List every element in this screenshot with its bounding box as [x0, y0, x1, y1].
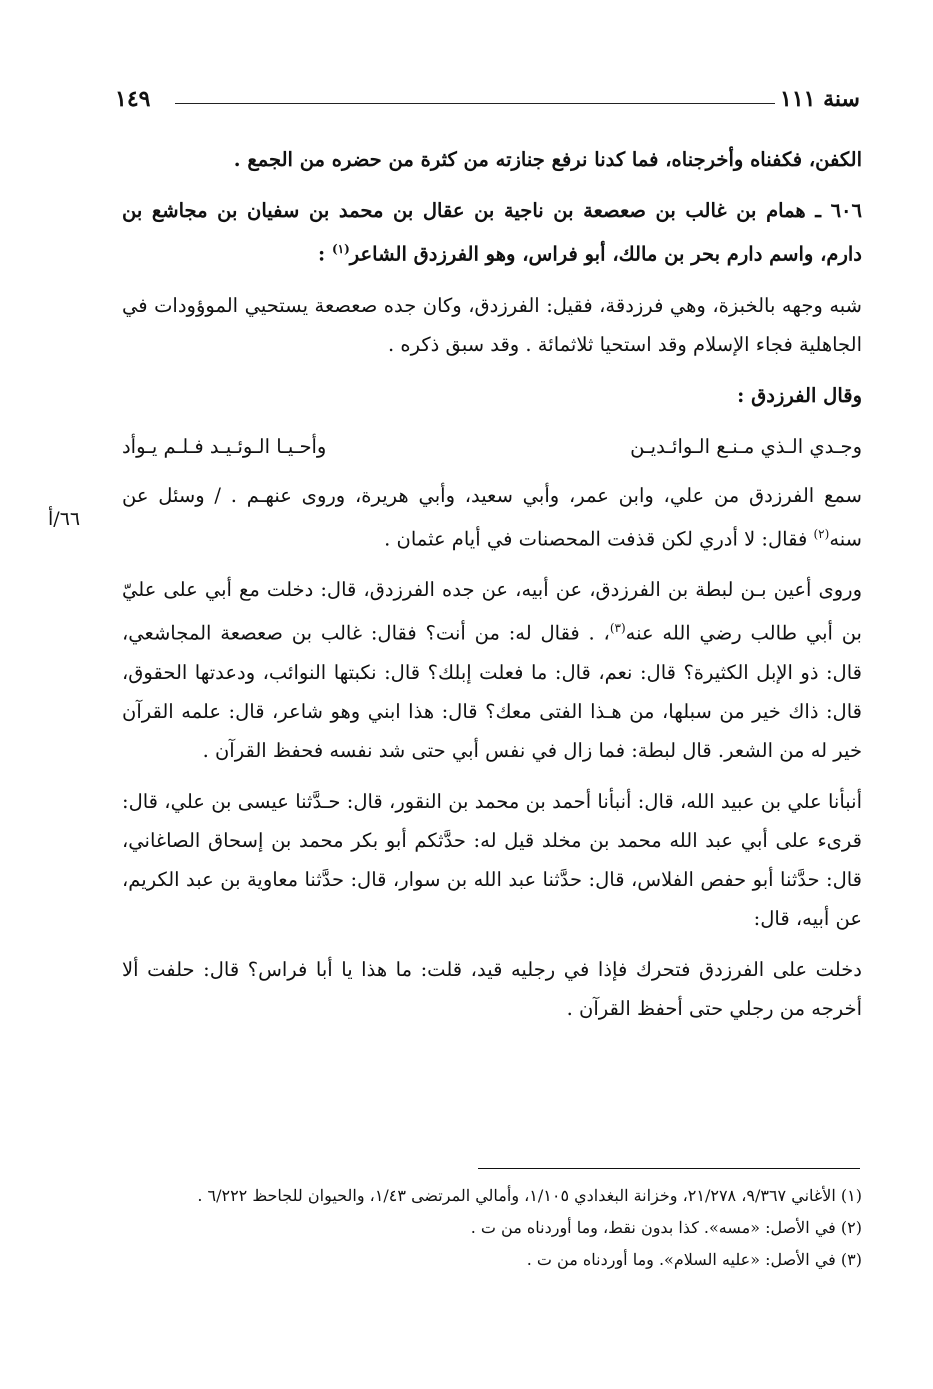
header-year: سنة ١١١ [780, 86, 860, 112]
entry-heading-text: ٦٠٦ ـ همام بن غالب بن صعصعة بن ناجية بن عقال بن محمد بن سفيان بن مجاشع بن دارم، واسم دارم بحر بن مالك، أبو فراس، وهو الفرزدق الشاعر [122, 199, 862, 266]
header-rule [175, 103, 775, 104]
paragraph-8: دخلت على الفرزدق فتحرك فإذا في رجليه قيد، قلت: ما هذا يا أبا فراس؟ قال: حلفت ألا أخرجه من رجلي حتى أحفظ القرآن . [122, 957, 862, 1020]
footnote-3: (٣) في الأصل: «عليه السلام». وما أوردناه من ت . [526, 1250, 862, 1269]
paragraph-5-text-a: سمع الفرزدق من علي، وابن عمر، وأبي سعيد، وأبي هريرة، وروى عنهـم . / وسئل عن سنه [122, 483, 862, 550]
poetry-verse [122, 427, 862, 466]
paragraph-1: الكفن، فكفناه وأخرجناه، فما كدنا نرفع جنازته من كثرة من حضره من الجمع . [233, 148, 862, 171]
paragraph-7: أنبأنا علي بن عبيد الله، قال: أنبأنا أحمد بن محمد بن النقور، قال: حـدَّثنا عيسى بن علي، قال: قرىء على أبي عبد الله محمد بن مخلد قيل له: حدَّثكم أبو بكر محمد بن إسحاق الصاغاني، قال: حدَّثنا أبو حفص الفلاس، قال: حدَّثنا عبد الله بن سوار، قال: حدَّثنا معاوية بن عبد الكريم، عن أبيه، قال: [122, 789, 862, 930]
margin-reference: ٦٦/أ [48, 508, 81, 530]
entry-heading-colon: : [317, 242, 326, 266]
paragraph-5-text-b: فقال: لا أدري لكن قذفت المحصنات في أيام عثمان . [384, 527, 814, 550]
footnote-rule [478, 1168, 860, 1169]
paragraph-5 [122, 476, 862, 559]
page-number: ١٤٩ [115, 86, 151, 112]
entry-heading [122, 191, 862, 274]
footnote-1: (١) الأغاني ٩/٣٦٧، ٢١/٢٧٨، وخزانة البغدادي ١/١٠٥، وأمالي المرتضى ١/٤٣، والحيوان للجاحظ ٦/٢٢٢ . [197, 1186, 862, 1205]
paragraph-6 [122, 570, 862, 770]
paragraph-3: شبه وجهه بالخبزة، وهي فرزدقة، فقيل: الفرزدق، وكان جده صعصعة يستحيي الموؤودات في الجاهلية فجاء الإسلام وقد استحيا ثلاثمائة . وقد سبق ذكره . [122, 293, 862, 356]
footnote-marker-2: (٢) [813, 526, 830, 541]
footnote-marker-1: (١) [331, 242, 350, 256]
verse-first-hemistich: وجـدي الـذي مـنـع الـوائـديـن [630, 434, 862, 458]
paragraph-6-text-b: ، . فقال له: من أنت؟ فقال: غالب بن صعصعة المجاشعي، قال: ذو الإبل الكثيرة؟ قال: نعم، قال: ما فعلت إبلك؟ قال: نكبتها النوائب، ودعدتها الحقوق، قال: ذاك خير من سبلها، من هـذا الفتى معك؟ قال: هذا ابني وهو شاعر، قال: علمه القرآن خير له من الشعر. قال لبطة: فما زال في نفس أبي حتى شد نفسه فحفظ القرآن . [122, 621, 862, 762]
footnote-2: (٢) في الأصل: «مسه». كذا بدون نقط، وما أوردناه من ت . [470, 1218, 862, 1237]
footnote-marker-3: (٣) [609, 621, 626, 635]
running-header [115, 82, 860, 122]
verse-second-hemistich: وأحـيـا الـوئـيـد فـلـم يـوأد [122, 434, 327, 458]
main-text [122, 140, 862, 1028]
footnotes [122, 1182, 862, 1278]
paragraph-6-text-a: وروى أعين بـن لبطة بن الفرزدق، عن أبيه، عن جده الفرزدق، قال: دخلت مع أبي على عليّ بن أبي طالب رضي الله عنه [122, 578, 862, 645]
paragraph-4: وقال الفرزدق : [737, 383, 862, 407]
